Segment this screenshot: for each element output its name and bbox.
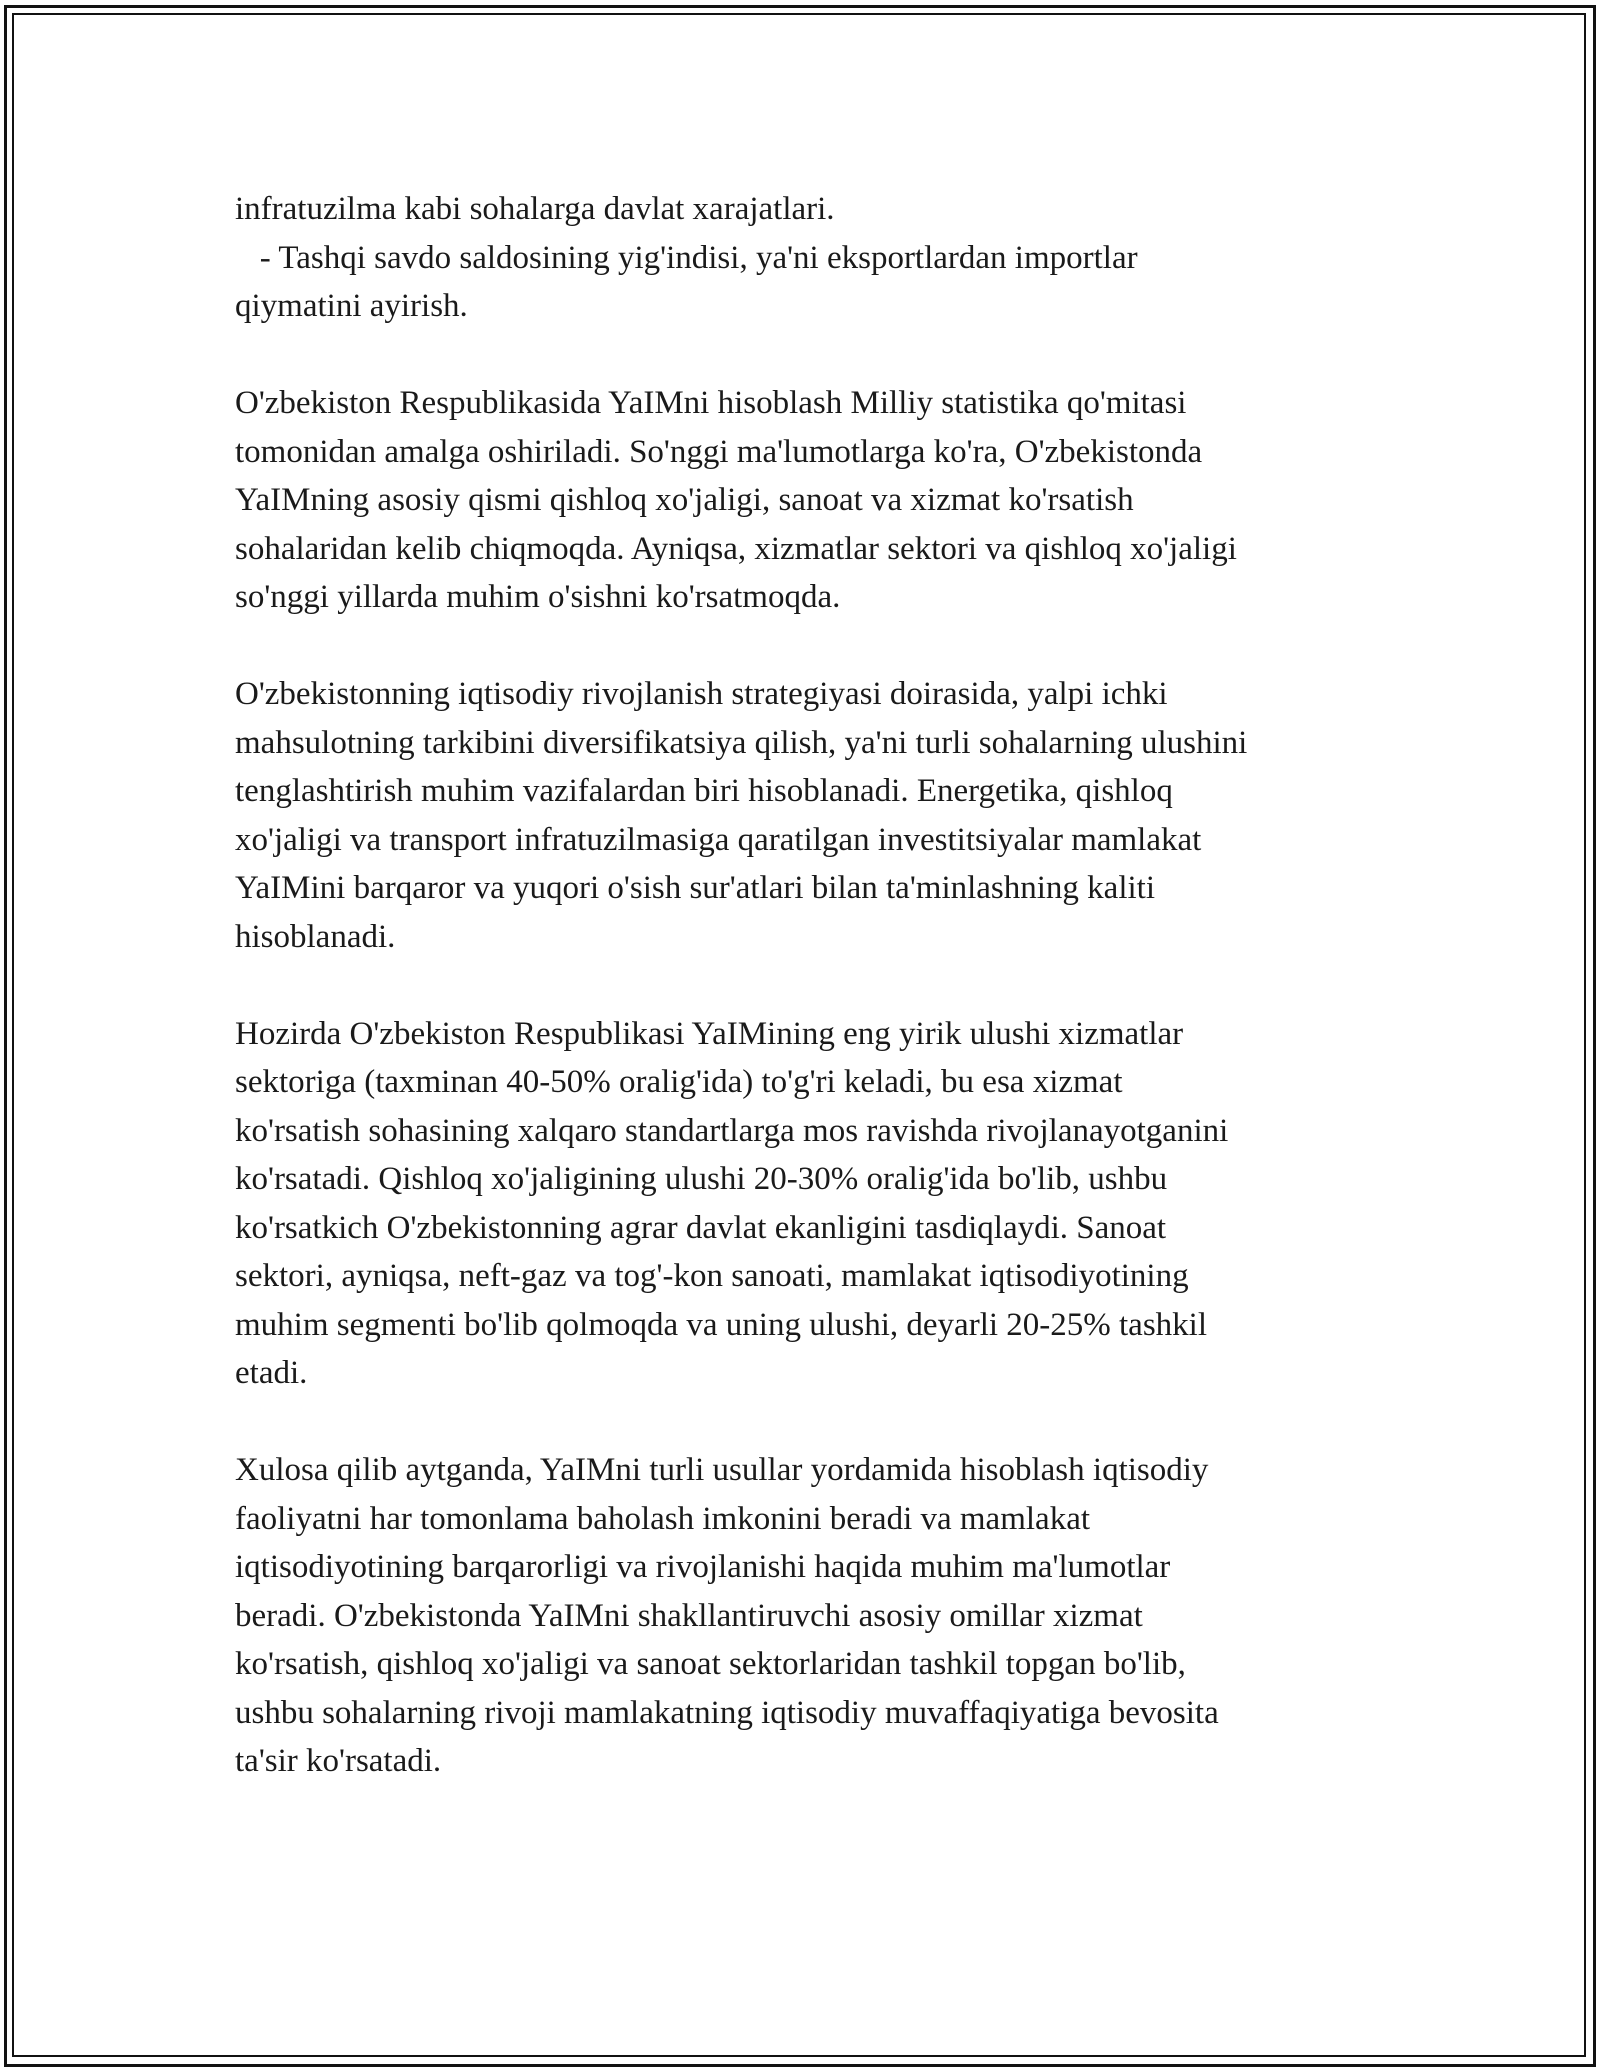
text-line: ko'rsatkich O'zbekistonning agrar davlat ekanligini tasdiqlaydi. Sanoat	[235, 1209, 1167, 1246]
text-line: ko'rsatish, qishloq xo'jaligi va sanoat sektorlaridan tashkil topgan bo'lib,	[235, 1646, 1186, 1682]
text-line: Hozirda O'zbekiston Respublikasi YaIMining eng yirik ulushi xizmatlar	[235, 1015, 1184, 1052]
text-line: sohalaridan kelib chiqmoqda. Ayniqsa, xizmatlar sektori va qishloq xo'jaligi	[235, 530, 1237, 567]
text-line: mahsulotning tarkibini diversifikatsiya qilish, ya'ni turli sohalarning ulushini	[235, 724, 1248, 761]
text-line: xo'jaligi va transport infratuzilmasiga qaratilgan investitsiyalar mamlakat	[235, 821, 1202, 858]
text-line: so'nggi yillarda muhim o'sishni ko'rsatmoqda.	[235, 579, 841, 615]
text-line: muhim segmenti bo'lib qolmoqda va uning ulushi, deyarli 20-25% tashkil	[235, 1306, 1208, 1343]
text-line: sektori, ayniqsa, neft-gaz va tog'-kon sanoati, mamlakat iqtisodiyotining	[235, 1258, 1189, 1294]
text-line: ushbu sohalarning rivoji mamlakatning iqtisodiy muvaffaqiyatiga bevosita	[235, 1694, 1219, 1731]
text-line: YaIMning asosiy qismi qishloq xo'jaligi, sanoat va xizmat ko'rsatish	[235, 482, 1134, 518]
text-line: beradi. O'zbekistonda YaIMni shakllantiruvchi asosiy omillar xizmat	[235, 1597, 1143, 1634]
paragraph-conclusion	[235, 1446, 1375, 1786]
text-line: YaIMini barqaror va yuqori o'sish sur'atlari bilan ta'minlashning kaliti	[235, 870, 1156, 906]
text-line: etadi.	[235, 1355, 308, 1391]
paragraph-development-strategy	[235, 670, 1375, 961]
paragraph-expenditure-items	[235, 185, 1375, 331]
text-line: O'zbekiston Respublikasida YaIMni hisoblash Milliy statistika qo'mitasi	[235, 385, 1187, 421]
text-line: faoliyatni har tomonlama baholash imkonini beradi va mamlakat	[235, 1500, 1091, 1537]
document-body	[235, 185, 1375, 1834]
paragraph-gdp-calculation	[235, 379, 1375, 622]
text-line: infratuzilma kabi sohalarga davlat xarajatlari.	[235, 191, 835, 227]
text-line: O'zbekistonning iqtisodiy rivojlanish strategiyasi doirasida, yalpi ichki	[235, 676, 1168, 712]
text-line: sektoriga (taxminan 40-50% oralig'ida) to'g'ri keladi, bu esa xizmat	[235, 1064, 1123, 1100]
text-line: ko'rsatish sohasining xalqaro standartlarga mos ravishda rivojlanayotganini	[235, 1112, 1229, 1149]
text-line: Xulosa qilib aytganda, YaIMni turli usullar yordamida hisoblash iqtisodiy	[235, 1452, 1209, 1488]
text-line: ta'sir ko'rsatadi.	[235, 1743, 442, 1779]
paragraph-sector-shares	[235, 1010, 1375, 1398]
text-line: tomonidan amalga oshiriladi. So'nggi ma'lumotlarga ko'ra, O'zbekistonda	[235, 433, 1203, 470]
text-line: tenglashtirish muhim vazifalardan biri hisoblanadi. Energetika, qishloq	[235, 773, 1173, 809]
text-line: iqtisodiyotining barqarorligi va rivojlanishi haqida muhim ma'lumotlar	[235, 1549, 1171, 1585]
text-line: hisoblanadi.	[235, 918, 396, 955]
text-line: ko'rsatadi. Qishloq xo'jaligining ulushi 20-30% oralig'ida bo'lib, ushbu	[235, 1161, 1168, 1197]
text-line: qiymatini ayirish.	[235, 288, 468, 324]
text-line: - Tashqi savdo saldosining yig'indisi, ya'ni eksportlardan importlar	[235, 239, 1138, 276]
